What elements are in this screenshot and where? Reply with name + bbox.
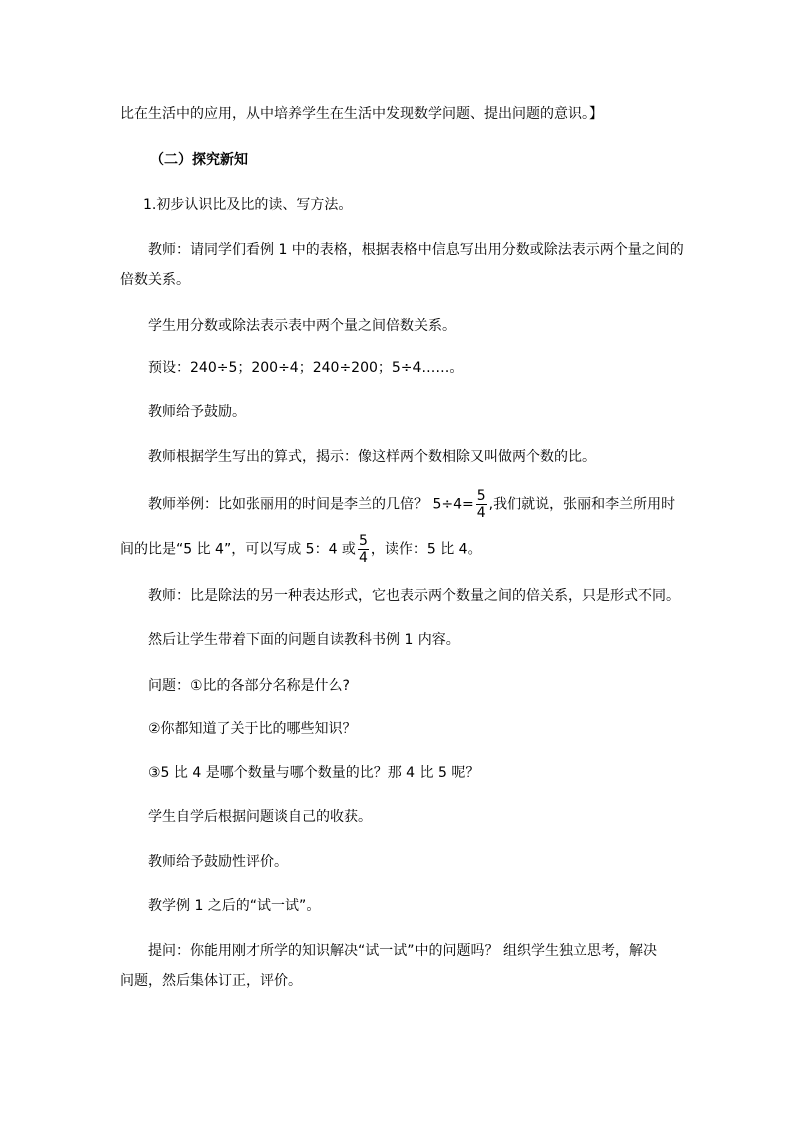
paragraph-line: 学生自学后根据问题谈自己的收获。 xyxy=(148,809,372,825)
section-heading: （二）探究新知 xyxy=(150,152,248,168)
fraction-denominator: 4 xyxy=(358,550,368,566)
paragraph-line: 1.初步认识比及比的读、写方法。 xyxy=(143,197,353,213)
example-prefix: 教师举例：比如张丽用的时间是李兰的几倍？ 5÷4= xyxy=(148,496,474,513)
paragraph-line: 提问：你能用刚才所学的知识解决“试一试”中的问题吗？ 组织学生独立思考，解决 xyxy=(148,943,657,959)
fraction xyxy=(476,488,487,521)
paragraph-line: 然后让学生带着下面的问题自读教科书例 1 内容。 xyxy=(148,632,460,648)
paragraph-line: 问题，然后集体订正，评价。 xyxy=(120,973,302,989)
question-line: ②你都知道了关于比的哪些知识？ xyxy=(148,721,357,737)
example-line2-suffix: ，读作：5 比 4。 xyxy=(370,541,482,558)
paragraph-line: 教学例 1 之后的“试一试”。 xyxy=(148,898,321,914)
paragraph-line: 学生用分数或除法表示表中两个量之间倍数关系。 xyxy=(148,318,456,334)
example-line xyxy=(148,488,675,521)
paragraph-line: 倍数关系。 xyxy=(120,272,190,288)
paragraph-line: 教师根据学生写出的算式，揭示：像这样两个数相除又叫做两个数的比。 xyxy=(148,449,596,465)
question-line: ③5 比 4 是哪个数量与哪个数量的比？那 4 比 5 呢？ xyxy=(148,765,480,781)
paragraph-line: 教师：比是除法的另一种表达形式，它也表示两个数量之间的倍关系，只是形式不同。 xyxy=(148,588,680,604)
example-line-2 xyxy=(120,533,482,566)
paragraph-line: 预设：240÷5；200÷4；240÷200；5÷4……。 xyxy=(148,360,464,376)
paragraph-line: 教师给予鼓励性评价。 xyxy=(148,854,288,870)
question-line: 问题：①比的各部分名称是什么? xyxy=(148,678,350,694)
paragraph-line: 比在生活中的应用，从中培养学生在生活中发现数学问题、提出问题的意识。】 xyxy=(120,106,603,122)
fraction-numerator: 5 xyxy=(476,488,486,504)
example-suffix: ,我们就说，张丽和李兰所用时 xyxy=(488,496,676,513)
fraction xyxy=(358,533,369,566)
paragraph-line: 教师给予鼓励。 xyxy=(148,404,246,420)
fraction-numerator: 5 xyxy=(358,533,368,549)
fraction-denominator: 4 xyxy=(476,505,486,521)
paragraph-line: 教师：请同学们看例 1 中的表格，根据表格中信息写出用分数或除法表示两个量之间的 xyxy=(148,242,684,258)
example-line2-prefix: 间的比是“5 比 4”，可以写成 5：4 或 xyxy=(120,541,356,558)
